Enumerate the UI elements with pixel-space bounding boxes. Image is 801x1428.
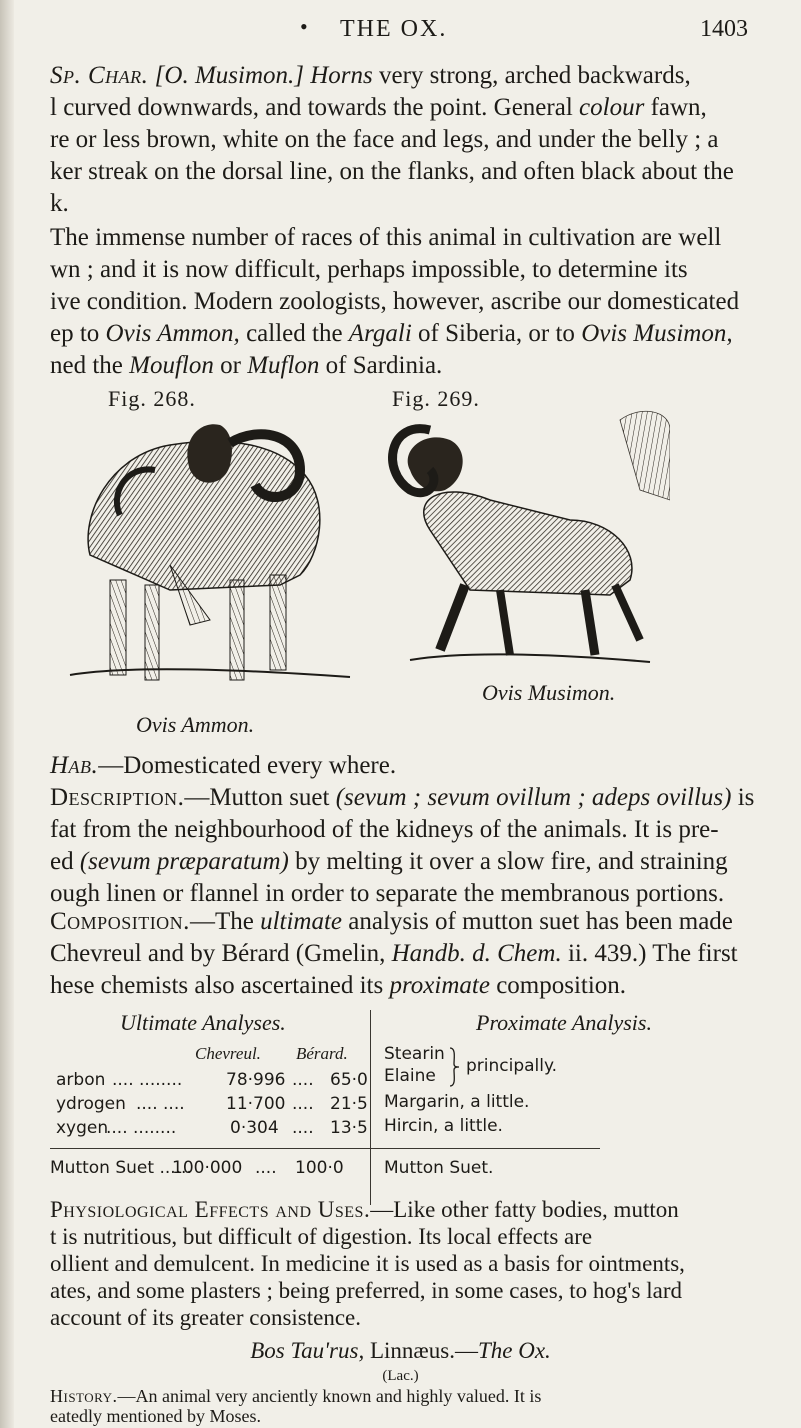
specific-characters-paragraph [50, 60, 790, 220]
species-name: [O. Musimon.] [154, 62, 304, 89]
text-line: re or less brown, white on the face and legs, and under the belly ; a [50, 126, 719, 153]
citation-title: Handb. d. Chem. [391, 940, 562, 967]
proximate-note: principally. [466, 1056, 558, 1076]
leader-dots: .... [292, 1070, 314, 1090]
history-paragraph [50, 1386, 790, 1426]
text-line: very strong, arched backwards, [379, 62, 691, 89]
species-name: Ovis Ammon, [105, 320, 240, 347]
colour-label: colour [579, 94, 645, 121]
text-line: k. [50, 190, 69, 217]
text-span: —Like other fatty bodies, mutton [370, 1197, 679, 1222]
berard-value: 65·0 [330, 1070, 368, 1090]
leader-dots: .... [255, 1158, 277, 1178]
text-span: ii. 439.) The first [567, 940, 738, 967]
authority: Linnæus.— [369, 1338, 478, 1363]
text-span: analysis of mutton suet has been made [348, 908, 733, 935]
chevreul-total: 100·000 [172, 1158, 243, 1178]
description-paragraph [50, 782, 790, 910]
text-span: composition. [496, 972, 627, 999]
composition-paragraph [50, 906, 790, 1002]
text-span: —The [189, 908, 254, 935]
berard-value: 21·5 [330, 1094, 368, 1114]
page-binding-edge [0, 0, 14, 1428]
text-span: by melting it over a slow fire, and straining [295, 848, 728, 875]
total-label: Mutton Suet ...... [50, 1158, 192, 1178]
text-span: hese chemists also ascertained its [50, 972, 384, 999]
page-number: 1403 [700, 16, 748, 42]
col-chevreul: Chevreul. [195, 1044, 261, 1063]
text-span: of Siberia, or to [418, 320, 575, 347]
leader-dots: .... [292, 1094, 314, 1114]
races-paragraph [50, 222, 790, 382]
leader-dots: .... ........ [112, 1070, 183, 1090]
latin-names: (sevum ; sevum ovillum ; adeps ovillus) [335, 784, 732, 811]
common-name: The Ox. [477, 1338, 551, 1363]
text-span: —Mutton suet [184, 784, 330, 811]
text-line: The immense number of races of this animal in cultivation are well [50, 224, 722, 251]
chevreul-value: 78·996 [226, 1070, 286, 1090]
text-span: or [220, 352, 241, 379]
text-line [50, 1386, 790, 1406]
leader-dots: .... ........ [106, 1118, 177, 1138]
species-name: Argali [348, 320, 412, 347]
text-line: ker streak on the dorsal line, on the flanks, and often black about the [50, 158, 734, 185]
proximate-item: Elaine [384, 1066, 436, 1086]
berard-value: 13·5 [330, 1118, 368, 1138]
text-line: l curved downwards, and towards the point. General [50, 94, 573, 121]
analysis-tables [0, 1010, 801, 1210]
species-name: Mouflon [129, 352, 214, 379]
running-head-bullet: • [300, 14, 308, 39]
text-span: ed [50, 848, 74, 875]
text-line: ough linen or flannel in order to separate the membranous portions. [50, 880, 725, 907]
proximate-item: Stearin [384, 1044, 445, 1064]
row-label: ydrogen [56, 1094, 126, 1114]
composition-lead: Composition. [50, 908, 190, 935]
text-line: fawn, [650, 94, 707, 121]
proximate-total: Mutton Suet. [384, 1158, 494, 1178]
leader-dots: .... [292, 1118, 314, 1138]
history-lead: History. [50, 1386, 118, 1406]
physiological-lead: Physiological Effects and Uses. [50, 1197, 371, 1222]
text-span: called the [246, 320, 343, 347]
chevreul-value: 11·700 [226, 1094, 286, 1114]
text-span: of Sardinia. [325, 352, 443, 379]
chevreul-value: 0·304 [230, 1118, 279, 1138]
text-span: is [737, 784, 755, 811]
latin-name: (sevum præparatum) [79, 848, 289, 875]
table-rule [50, 1148, 370, 1149]
habitat-paragraph [50, 750, 790, 782]
text-line: wn ; and it is now difficult, perhaps impossible, to determine its [50, 256, 688, 283]
table-divider [370, 1010, 371, 1205]
species-name: Bos Tau'rus, [250, 1338, 365, 1363]
description-lead: Description. [50, 784, 185, 811]
text-span: ned the [50, 352, 123, 379]
proximate-table-title: Proximate Analysis. [476, 1010, 652, 1035]
sp-char-lead: Sp. Char. [50, 62, 149, 89]
row-label: arbon [56, 1070, 106, 1090]
proximate-item: Hircin, a little. [384, 1116, 503, 1136]
text-line: account of its greater consistence. [50, 1305, 362, 1330]
running-head-title: THE OX. [340, 16, 448, 42]
brace-icon [448, 1046, 460, 1088]
proximate-word: proximate [389, 972, 490, 999]
fig-268-caption: Ovis Ammon. [136, 712, 255, 737]
bos-taurus-heading [0, 1338, 801, 1364]
row-label: xygen [56, 1118, 109, 1138]
ultimate-table-title: Ultimate Analyses. [120, 1010, 286, 1035]
running-head [0, 14, 801, 44]
table-rule [370, 1148, 600, 1149]
proximate-item: Margarin, a little. [384, 1092, 530, 1112]
physiological-paragraph [50, 1196, 790, 1331]
text-line: ive condition. Modern zoologists, however, ascribe our domesticated [50, 288, 740, 315]
fig-268-label: Fig. 268. [108, 386, 196, 411]
text-span: Chevreul and by Bérard (Gmelin, [50, 940, 386, 967]
text-line: eatedly mentioned by Moses. [50, 1406, 261, 1426]
text-span: —Domesticated every where. [98, 752, 397, 779]
species-name: Ovis Musimon, [581, 320, 733, 347]
horns-label: Horns [310, 62, 373, 89]
text-line: fat from the neighbourhood of the kidneys of the animals. It is pre- [50, 816, 719, 843]
bos-taurus-sub: (Lac.) [382, 1368, 419, 1384]
col-berard: Bérard. [296, 1044, 348, 1063]
hab-lead: Hab. [50, 752, 99, 779]
text-span: —An animal very anciently known and highly valued. It is [117, 1386, 542, 1406]
ovis-ammon-engraving [50, 415, 370, 705]
text-line: ates, and some plasters ; being preferred, in some cases, to hog's lard [50, 1278, 682, 1303]
ovis-musimon-engraving [370, 400, 670, 680]
text-line: ollient and demulcent. In medicine it is used as a basis for ointments, [50, 1251, 685, 1276]
ultimate-word: ultimate [260, 908, 342, 935]
fig-269-caption: Ovis Musimon. [482, 680, 616, 705]
species-name: Muflon [247, 352, 320, 379]
leader-dots: .... .... [136, 1094, 185, 1114]
text-span: ep to [50, 320, 100, 347]
fig-269-label: Fig. 269. [392, 386, 480, 411]
berard-total: 100·0 [295, 1158, 344, 1178]
text-line: t is nutritious, but difficult of digestion. Its local effects are [50, 1224, 593, 1249]
